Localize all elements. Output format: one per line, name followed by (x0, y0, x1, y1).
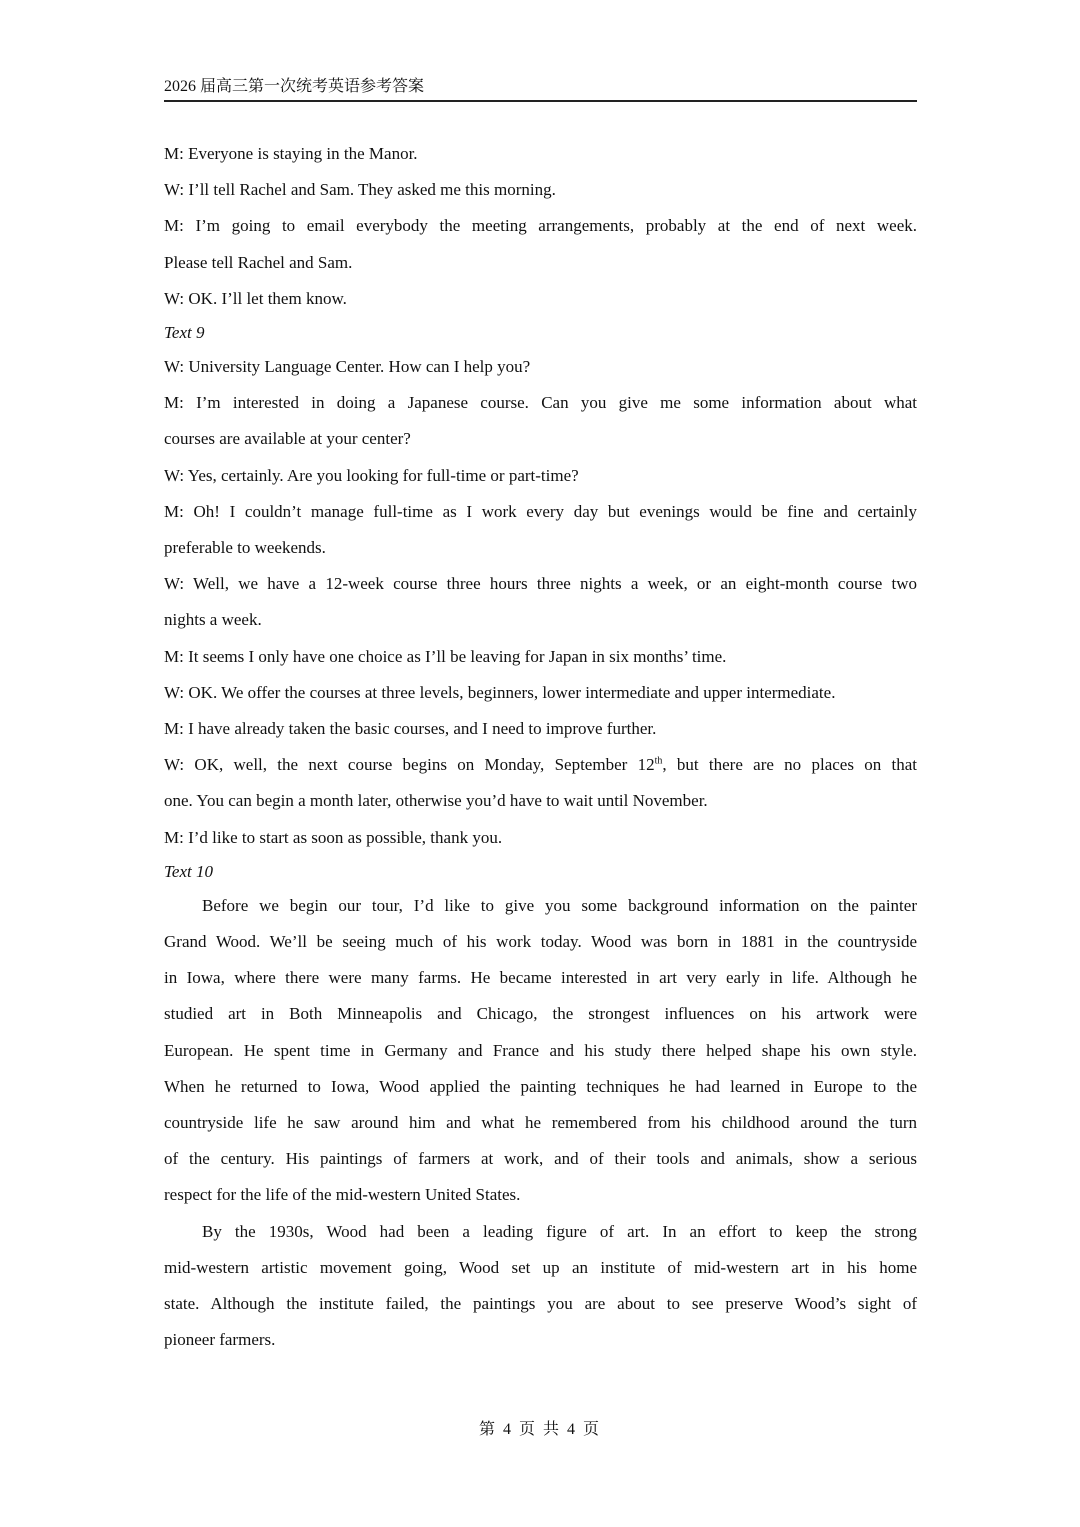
passage-line: Grand Wood. We’ll be seeing much of his work today. Wood was born in 1881 in the countryside (164, 932, 917, 952)
page-number: 第 4 页 共 4 页 (478, 1421, 601, 1438)
dialogue-line: courses are available at your center? (164, 429, 411, 449)
section-label-text-9: Text 9 (164, 323, 205, 343)
passage-line: countryside life he saw around him and what he remembered from his childhood around the turn (164, 1113, 917, 1133)
ordinal-suffix: th (654, 755, 663, 767)
dialogue-line: M: Oh! I couldn’t manage full-time as I work every day but evenings would be fine and certainly (164, 501, 917, 521)
dialogue-line: W: Yes, certainly. Are you looking for full-time or part-time? (164, 465, 579, 485)
page-header (164, 76, 917, 102)
passage-line: When he returned to Iowa, Wood applied the painting techniques he had learned in Europe to the (164, 1076, 917, 1096)
dialogue-line: W: Well, we have a 12-week course three hours three nights a week, or an eight-month course two (164, 574, 917, 594)
dialogue-line: M: I’d like to start as soon as possible, thank you. (164, 827, 503, 847)
dialogue-line: W: I’ll tell Rachel and Sam. They asked me this morning. (164, 180, 556, 200)
dialogue-text: , but there are no places on that (662, 755, 917, 775)
dialogue-line: W: OK. I’ll let them know. (164, 288, 347, 308)
passage-line: of the century. His paintings of farmers at work, and of their tools and animals, show a serious (164, 1149, 917, 1169)
dialogue-line (164, 747, 917, 783)
dialogue-line: M: Everyone is staying in the Manor. (164, 144, 418, 163)
passage-line: mid-western artistic movement going, Wood set up an institute of mid-western art in his home (164, 1257, 917, 1277)
passage-line: European. He spent time in Germany and France and his study there helped shape his own style. (164, 1040, 917, 1060)
dialogue-line: M: It seems I only have one choice as I’ll be leaving for Japan in six months’ time. (164, 646, 727, 666)
passage-line: state. Although the institute failed, the paintings you are about to see preserve Wood’s sight of (164, 1294, 917, 1314)
answer-key-content (164, 136, 917, 1359)
dialogue-text: W: OK, well, the next course begins on Monday, September 12 (164, 755, 655, 775)
passage-line: Before we begin our tour, I’d like to give you some background information on the painter (202, 895, 917, 915)
passage-line: in Iowa, where there were many farms. He became interested in art very early in life. Although he (164, 968, 917, 988)
dialogue-line: M: I’m going to email everybody the meeting arrangements, probably at the end of next week. (164, 216, 917, 236)
dialogue-line: Please tell Rachel and Sam. (164, 252, 353, 272)
passage-line: studied art in Both Minneapolis and Chicago, the strongest influences on his artwork were (164, 1004, 917, 1024)
dialogue-line: M: I have already taken the basic courses, and I need to improve further. (164, 719, 657, 739)
dialogue-line: M: I’m interested in doing a Japanese course. Can you give me some information about what (164, 393, 917, 413)
dialogue-line: W: OK. We offer the courses at three levels, beginners, lower intermediate and upper intermediate. (164, 682, 836, 702)
passage-line: By the 1930s, Wood had been a leading figure of art. In an effort to keep the strong (202, 1221, 917, 1241)
dialogue-line: preferable to weekends. (164, 538, 326, 558)
page-footer (0, 1416, 1080, 1439)
dialogue-line: one. You can begin a month later, otherwise you’d have to wait until November. (164, 791, 708, 811)
section-label-text-10: Text 10 (164, 861, 213, 881)
passage-line: respect for the life of the mid-western United States. (164, 1185, 521, 1205)
dialogue-line: W: University Language Center. How can I help you? (164, 357, 531, 377)
header-title: 2026 届高三第一次统考英语参考答案 (164, 78, 425, 95)
dialogue-line: nights a week. (164, 610, 262, 630)
passage-line: pioneer farmers. (164, 1330, 276, 1350)
